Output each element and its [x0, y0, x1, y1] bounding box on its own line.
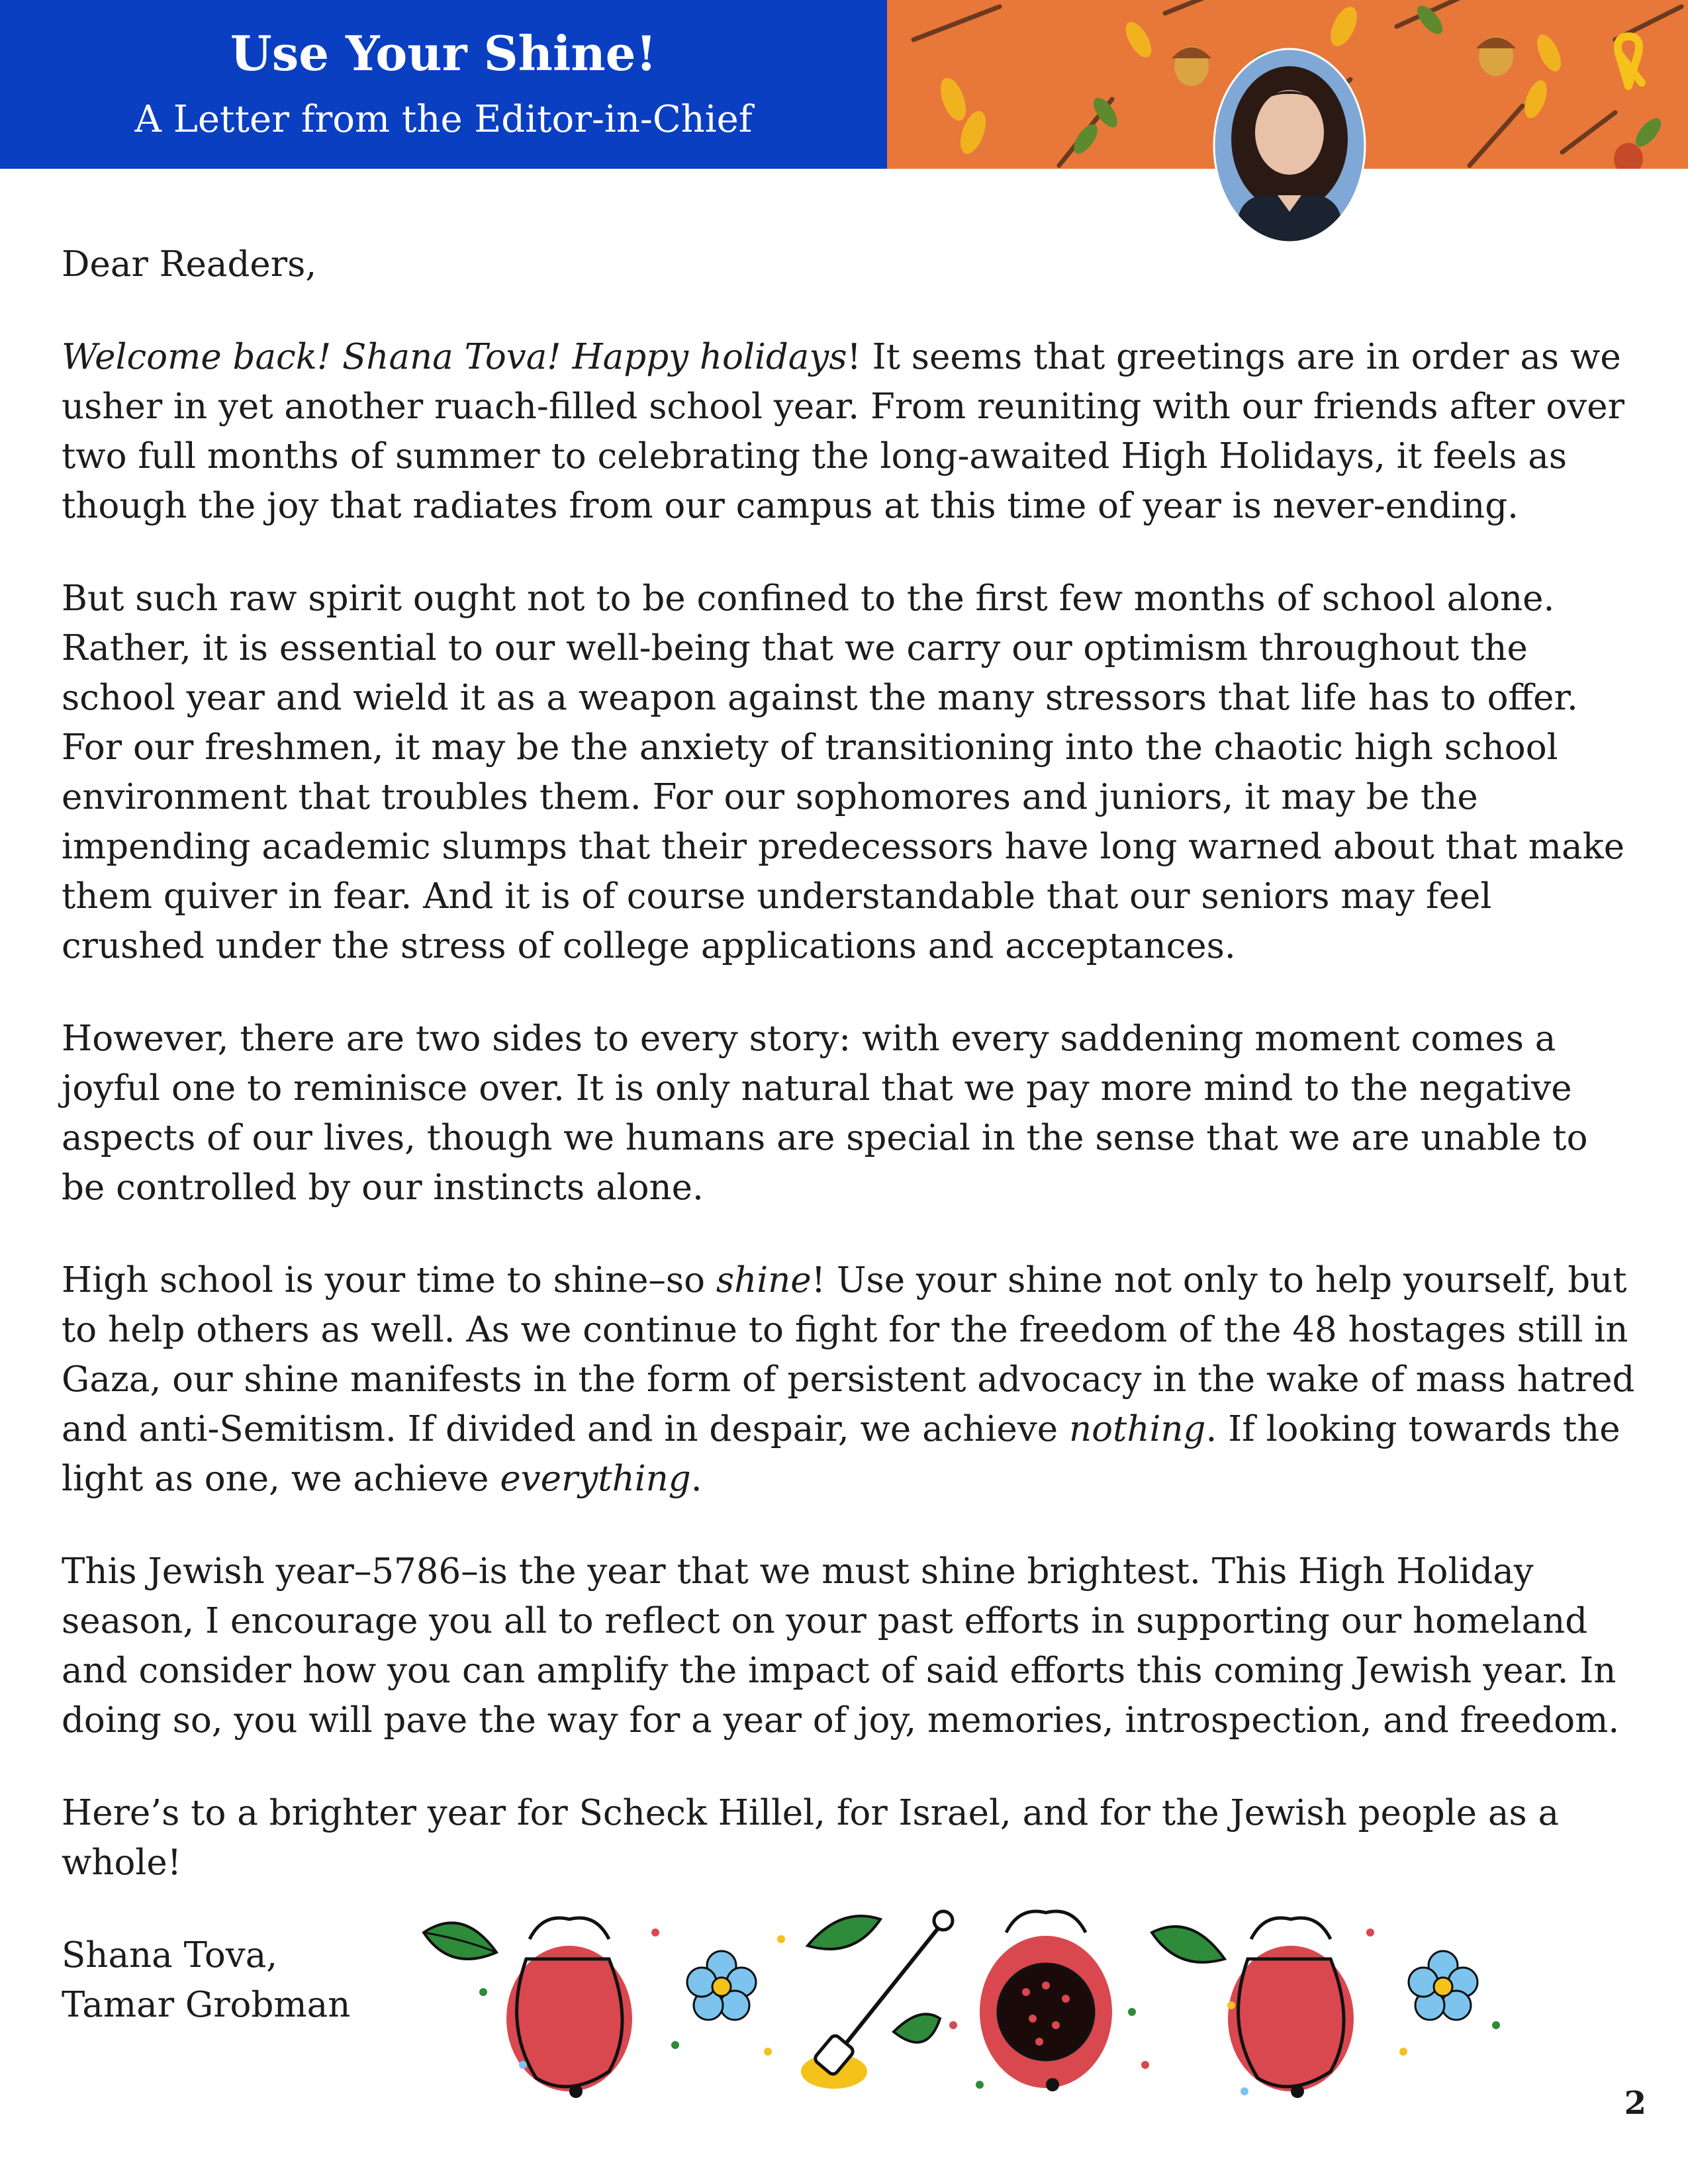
paragraph-1: [62, 332, 1637, 531]
closing: Shana Tova,: [62, 1935, 278, 1976]
signature: Tamar Grobman: [62, 1985, 351, 2025]
paragraph-4-text-1: High school is your time to shine–so: [62, 1260, 716, 1300]
leaf-icon: [1152, 1927, 1225, 1962]
paragraph-4: [62, 1255, 1637, 1504]
paragraph-3: However, there are two sides to every story: with every saddening moment comes a joyful one to reminisce over. It is only natural that we pay more mind to the negative aspects of our lives, though we humans are special in the sense that we are unable to be controlled by our instincts alone.: [62, 1019, 1588, 1208]
yellow-ribbon-icon: [1618, 36, 1642, 86]
paragraph-4-text-3: . If looking towards the light as one, we achieve: [62, 1409, 1620, 1499]
leaf-icon: [424, 1923, 496, 1959]
leaf-icon: [808, 1916, 880, 1949]
paragraph-4-text-4: .: [690, 1459, 702, 1499]
header-banner: [0, 0, 887, 169]
paragraph-6: Here’s to a brighter year for Scheck Hillel, for Israel, and for the Jewish people as a whole!: [62, 1793, 1560, 1883]
paragraph-5: This Jewish year–5786–is the year that we must shine brightest. This High Holiday season, I encourage you all to reflect on your past efforts in supporting our homeland and consider how you can amplify the impact of said efforts this coming Jewish year. In doing so, you will pave the way for a year of joy, memories, introspection, and freedom.: [62, 1551, 1620, 1741]
portrait-photo: [1211, 46, 1368, 245]
everything-italic: everything: [500, 1459, 691, 1499]
paragraph-1-text: ! It seems that greetings are in order as we usher in yet another ruach-filled school year. From reuniting with our friends after over two full months of summer to celebrating the long-awaited High Holidays, it feels as though the joy that radiates from our campus at this time of year is never-ending.: [62, 337, 1624, 526]
letter-body: [62, 240, 1637, 2030]
flower-icon: [1409, 1951, 1477, 2020]
holiday-illustration: [410, 1893, 1523, 2105]
paragraph-2: But such raw spirit ought not to be confined to the first few months of school alone. Rather, it is essential to our well-being that we carry our optimism throughout the school year and wield it as a weapon against the many stressors that life has to offer. For our freshmen, it may be the anxiety of transitioning into the chaotic high school environment that troubles them. For our sophomores and juniors, it may be the impending academic slumps that their predecessors have long warned about that make them quiver in fear. And it is of course understandable that our seniors may feel crushed under the stress of college applications and acceptances.: [62, 578, 1625, 966]
page-number: 2: [1624, 2085, 1646, 2122]
leaf-icon: [894, 2014, 940, 2042]
pomegranate-icon: [506, 1918, 632, 2098]
pomegranate-icon: [980, 1911, 1112, 2091]
paragraph-4-text-2: ! Use your shine not only to help yourself, but to help others as well. As we continue to fight for the freedom of the 48 hostages still in Gaza, our shine manifests in the form of persistent advocacy in the wake of mass hatred and anti-Semitism. If divided and in despair, we achieve: [62, 1260, 1635, 1449]
page-subtitle: A Letter from the Editor-in-Chief: [134, 98, 753, 141]
nothing-italic: nothing: [1069, 1409, 1206, 1449]
shine-italic: shine: [716, 1260, 812, 1300]
welcome-italic: Welcome back! Shana Tova! Happy holidays: [62, 337, 847, 377]
page-title: Use Your Shine!: [230, 25, 657, 81]
flower-icon: [687, 1951, 756, 2020]
pomegranate-icon: [1228, 1918, 1354, 2098]
greeting: Dear Readers,: [62, 244, 317, 285]
